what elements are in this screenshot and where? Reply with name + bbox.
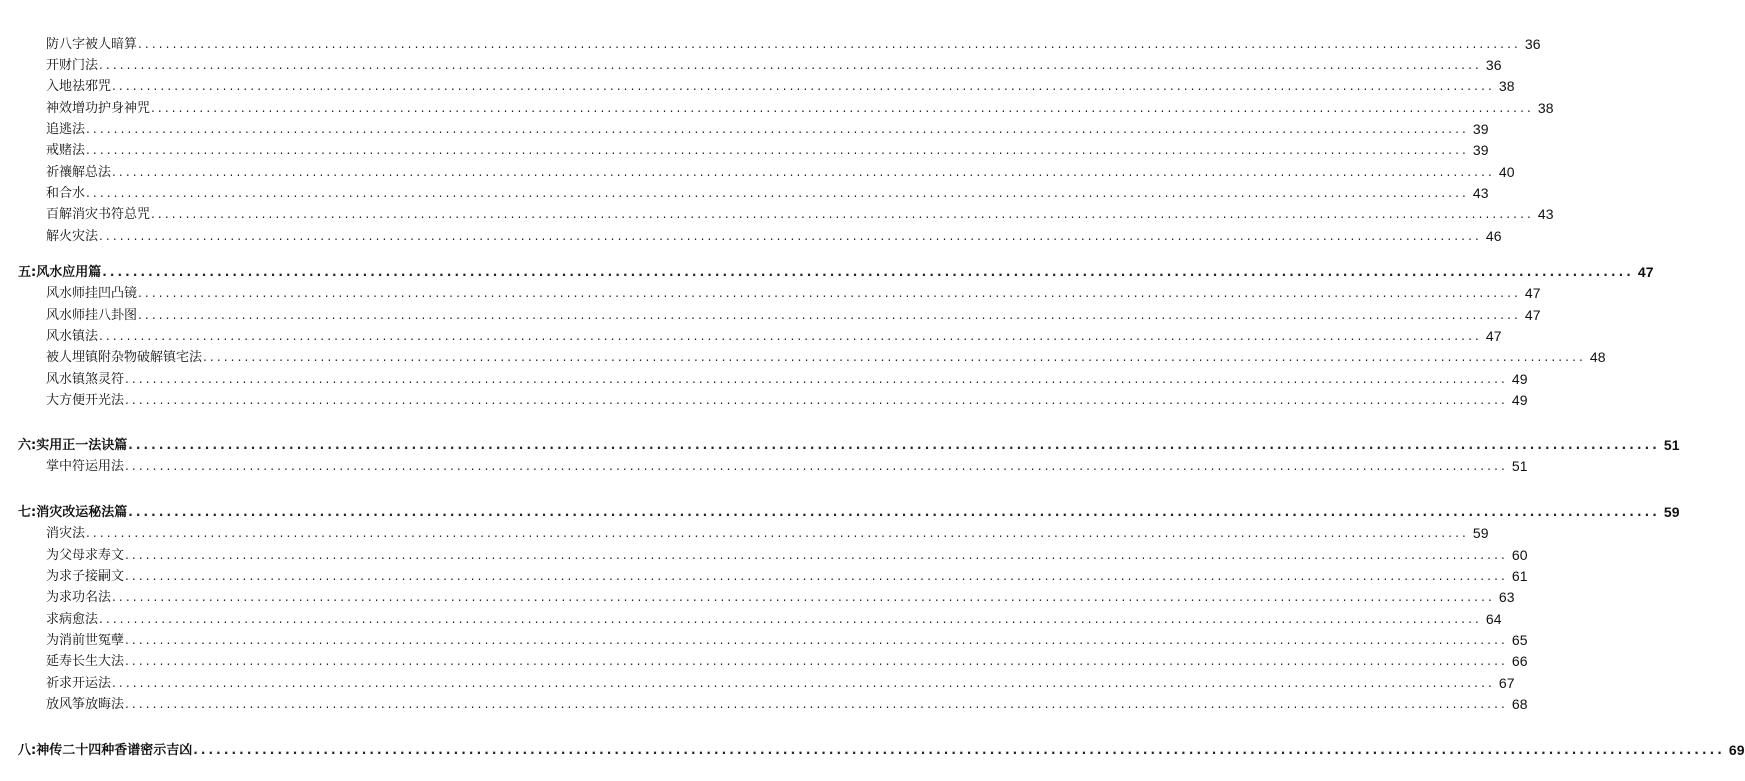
toc-page-number: 40 — [1498, 164, 1515, 180]
toc-entry-title: 七:消灾改运秘法篇 — [18, 505, 128, 520]
toc-entry-title: 为求子接嗣文 — [46, 569, 125, 584]
dot-leader: ........................................................................................................................................................................................................ — [138, 37, 1521, 51]
dot-leader: ........................................................................................................................................................................................................ — [125, 548, 1508, 562]
toc-entry-title: 风水镇法 — [46, 329, 99, 344]
toc-entry — [46, 520, 1489, 541]
toc-page-number: 39 — [1472, 121, 1489, 137]
toc-page-number: 47 — [1524, 307, 1541, 323]
dot-leader: ........................................................................................................................................................................................................ — [112, 165, 1495, 179]
dot-leader: ........................................................................................................................................................................................................ — [99, 329, 1482, 343]
toc-entry — [46, 180, 1489, 201]
toc-page-number: 49 — [1511, 392, 1528, 408]
toc-page-number: 48 — [1589, 349, 1606, 365]
toc-page-number: 69 — [1728, 742, 1745, 758]
toc-page-number: 47 — [1637, 264, 1654, 280]
toc-page-number: 65 — [1511, 632, 1528, 648]
dot-leader: ........................................................................................................................................................................................................ — [151, 207, 1534, 221]
toc-page-number: 68 — [1511, 696, 1528, 712]
toc-entry-title: 掌中符运用法 — [46, 459, 125, 474]
toc-entry — [46, 223, 1502, 244]
toc-entry-title: 为父母求寿文 — [46, 548, 125, 563]
toc-section-heading — [18, 499, 1680, 520]
toc-page-number: 51 — [1511, 458, 1528, 474]
dot-leader: ........................................................................................................................................................................................................ — [138, 286, 1521, 300]
toc-entry-title: 大方便开光法 — [46, 393, 125, 408]
toc-entry — [46, 344, 1606, 365]
dot-leader: ........................................................................................................................................................................................................ — [125, 697, 1508, 711]
dot-leader: ........................................................................................................................................................................................................ — [86, 122, 1469, 136]
toc-page-number: 61 — [1511, 568, 1528, 584]
toc-page-number: 46 — [1485, 228, 1502, 244]
toc-page-number: 66 — [1511, 653, 1528, 669]
dot-leader: ........................................................................................................................................................................................................ — [125, 393, 1508, 407]
dot-leader: ........................................................................................................................................................................................................ — [128, 505, 1660, 519]
dot-leader: ........................................................................................................................................................................................................ — [86, 143, 1469, 157]
toc-entry — [46, 563, 1528, 584]
toc-entry — [46, 73, 1515, 94]
toc-entry-title: 消灾法 — [46, 526, 86, 541]
toc-entry-title: 风水师挂八卦图 — [46, 308, 138, 323]
toc-entry-title: 入地祛邪咒 — [46, 79, 112, 94]
toc-entry — [46, 159, 1515, 180]
toc-section-heading — [18, 432, 1680, 453]
toc-entry — [46, 648, 1528, 669]
dot-leader: ........................................................................................................................................................................................................ — [112, 590, 1495, 604]
toc-entry-title: 开财门法 — [46, 58, 99, 73]
toc-entry-title: 戒赌法 — [46, 143, 86, 158]
toc-entry-title: 延寿长生大法 — [46, 654, 125, 669]
dot-leader: ........................................................................................................................................................................................................ — [151, 101, 1534, 115]
toc-entry — [46, 31, 1541, 52]
toc-page-number: 43 — [1537, 206, 1554, 222]
dot-leader: ........................................................................................................................................................................................................ — [112, 79, 1495, 93]
toc-page-number: 60 — [1511, 547, 1528, 563]
dot-leader: ........................................................................................................................................................................................................ — [99, 229, 1482, 243]
toc-entry — [46, 201, 1554, 222]
dot-leader: ........................................................................................................................................................................................................ — [203, 350, 1586, 364]
toc-entry-title: 八:神传二十四种香谱密示吉凶 — [18, 743, 193, 758]
toc-entry-title: 被人埋镇附杂物破解镇宅法 — [46, 350, 203, 365]
toc-entry — [46, 52, 1502, 73]
toc-entry-title: 百解消灾书符总咒 — [46, 207, 151, 222]
toc-entry-title: 风水镇煞灵符 — [46, 372, 125, 387]
toc-page-number: 64 — [1485, 611, 1502, 627]
toc-entry-title: 神效增功护身神咒 — [46, 101, 151, 116]
dot-leader: ........................................................................................................................................................................................................ — [102, 265, 1634, 279]
toc-entry-title: 解火灾法 — [46, 229, 99, 244]
dot-leader: ........................................................................................................................................................................................................ — [125, 569, 1508, 583]
toc-entry — [46, 453, 1528, 474]
dot-leader: ........................................................................................................................................................................................................ — [125, 372, 1508, 386]
toc-entry — [46, 95, 1554, 116]
toc-section-heading — [18, 737, 1745, 758]
toc-page-number: 47 — [1524, 285, 1541, 301]
dot-leader: ........................................................................................................................................................................................................ — [99, 58, 1482, 72]
toc-entry — [46, 584, 1515, 605]
toc-entry — [46, 387, 1528, 408]
toc-page-number: 38 — [1537, 100, 1554, 116]
toc-entry — [46, 542, 1528, 563]
toc-entry — [46, 670, 1515, 691]
toc-page-number: 63 — [1498, 589, 1515, 605]
dot-leader: ........................................................................................................................................................................................................ — [125, 654, 1508, 668]
dot-leader: ........................................................................................................................................................................................................ — [125, 633, 1508, 647]
toc-entry — [46, 116, 1489, 137]
toc-entry-title: 求病愈法 — [46, 612, 99, 627]
toc-entry-title: 放风筝放晦法 — [46, 697, 125, 712]
toc-section-heading — [18, 259, 1654, 280]
toc-page-number: 59 — [1472, 525, 1489, 541]
toc-page-number: 38 — [1498, 78, 1515, 94]
toc-entry-title: 祈禳解总法 — [46, 165, 112, 180]
dot-leader: ........................................................................................................................................................................................................ — [138, 308, 1521, 322]
toc-entry-title: 防八字被人暗算 — [46, 37, 138, 52]
toc-page-number: 47 — [1485, 328, 1502, 344]
dot-leader: ........................................................................................................................................................................................................ — [128, 438, 1660, 452]
dot-leader: ........................................................................................................................................................................................................ — [193, 743, 1725, 757]
toc-entry-title: 风水师挂凹凸镜 — [46, 286, 138, 301]
toc-page-number: 36 — [1485, 57, 1502, 73]
toc-page-number: 36 — [1524, 36, 1541, 52]
toc-entry-title: 五:风水应用篇 — [18, 265, 102, 280]
toc-page-number: 59 — [1663, 504, 1680, 520]
toc-entry — [46, 137, 1489, 158]
toc-entry-title: 六:实用正一法诀篇 — [18, 438, 128, 453]
toc-page-number: 49 — [1511, 371, 1528, 387]
toc-entry — [46, 280, 1541, 301]
toc-entry-title: 和合水 — [46, 186, 86, 201]
dot-leader: ........................................................................................................................................................................................................ — [86, 526, 1469, 540]
toc-entry-title: 祈求开运法 — [46, 676, 112, 691]
toc-entry — [46, 323, 1502, 344]
toc-entry-title: 为消前世冤孽 — [46, 633, 125, 648]
toc-page-number: 39 — [1472, 142, 1489, 158]
toc-entry-title: 追逃法 — [46, 122, 86, 137]
toc-entry — [46, 627, 1528, 648]
dot-leader: ........................................................................................................................................................................................................ — [125, 459, 1508, 473]
toc-page-number: 43 — [1472, 185, 1489, 201]
toc-entry — [46, 691, 1528, 712]
toc-page-number: 51 — [1663, 437, 1680, 453]
toc-page-number: 67 — [1498, 675, 1515, 691]
dot-leader: ........................................................................................................................................................................................................ — [86, 186, 1469, 200]
dot-leader: ........................................................................................................................................................................................................ — [99, 612, 1482, 626]
toc-entry-title: 为求功名法 — [46, 590, 112, 605]
dot-leader: ........................................................................................................................................................................................................ — [112, 676, 1495, 690]
toc-entry — [46, 366, 1528, 387]
toc-entry — [46, 606, 1502, 627]
toc-entry — [46, 302, 1541, 323]
